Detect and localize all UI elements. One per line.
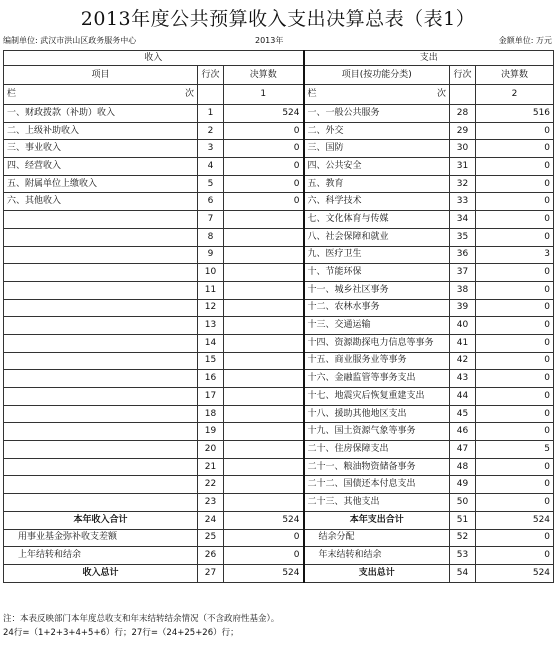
table-row	[4, 193, 554, 211]
income-amount	[224, 211, 304, 229]
expense-line-no: 47	[450, 441, 476, 459]
income-line-no: 9	[198, 246, 224, 264]
income-amount	[224, 246, 304, 264]
income-item	[4, 370, 198, 388]
summary-expense-item: 年末结转和结余	[304, 547, 450, 565]
summary-income-amount: 0	[224, 529, 304, 547]
ci-label: 次	[184, 89, 194, 99]
income-amount: 0	[224, 158, 304, 176]
table-row	[4, 494, 554, 512]
expense-line-no: 35	[450, 228, 476, 246]
income-line-no: 15	[198, 352, 224, 370]
income-line-no: 16	[198, 370, 224, 388]
income-amount	[224, 423, 304, 441]
expense-item-header: 项目(按功能分类)	[304, 66, 450, 85]
expense-line-no: 38	[450, 281, 476, 299]
expense-item: 七、文化体育与传媒	[304, 211, 450, 229]
expense-amount: 0	[476, 423, 554, 441]
compiling-unit: 编制单位: 武汉市洪山区政务服务中心	[3, 36, 137, 45]
expense-line-no: 45	[450, 405, 476, 423]
summary-income-amount: 0	[224, 547, 304, 565]
income-item-header: 项目	[4, 66, 198, 85]
table-row	[4, 175, 554, 193]
income-line-header: 行次	[198, 66, 224, 85]
expense-line-no: 48	[450, 458, 476, 476]
table-row	[4, 405, 554, 423]
expense-item: 二十三、其他支出	[304, 494, 450, 512]
expense-line-no: 44	[450, 388, 476, 406]
empty-cell	[450, 85, 476, 105]
income-line-no: 20	[198, 441, 224, 459]
income-line-no: 11	[198, 281, 224, 299]
income-amount	[224, 388, 304, 406]
income-line-no: 3	[198, 140, 224, 158]
expense-line-no: 31	[450, 158, 476, 176]
table-row	[4, 140, 554, 158]
summary-income-item: 本年收入合计	[4, 511, 198, 529]
expense-item: 一、一般公共服务	[304, 105, 450, 123]
expense-item: 十九、国土资源气象等事务	[304, 423, 450, 441]
summary-expense-amount: 0	[476, 529, 554, 547]
expense-amount: 0	[476, 281, 554, 299]
expense-line-no: 32	[450, 175, 476, 193]
income-item	[4, 494, 198, 512]
income-line-no: 22	[198, 476, 224, 494]
empty-cell	[198, 85, 224, 105]
expense-line-no: 43	[450, 370, 476, 388]
income-line-no: 23	[198, 494, 224, 512]
expense-item: 五、教育	[304, 175, 450, 193]
income-item: 三、事业收入	[4, 140, 198, 158]
expense-item: 十二、农林水事务	[304, 299, 450, 317]
expense-lan-cell	[304, 85, 450, 105]
table-row	[4, 264, 554, 282]
income-item: 二、上级补助收入	[4, 122, 198, 140]
table-row	[4, 105, 554, 123]
summary-expense-item: 支出总计	[304, 564, 450, 582]
summary-expense-line-no: 54	[450, 564, 476, 582]
expense-amount: 0	[476, 494, 554, 512]
section-header-row	[4, 51, 554, 66]
table-row	[4, 228, 554, 246]
expense-amount: 0	[476, 458, 554, 476]
expense-amount: 3	[476, 246, 554, 264]
expense-line-no: 42	[450, 352, 476, 370]
expense-amount: 0	[476, 264, 554, 282]
summary-expense-amount: 0	[476, 547, 554, 565]
expense-item: 十一、城乡社区事务	[304, 281, 450, 299]
income-item	[4, 476, 198, 494]
expense-line-no: 37	[450, 264, 476, 282]
expense-amount: 0	[476, 352, 554, 370]
income-line-no: 1	[198, 105, 224, 123]
table-row	[4, 441, 554, 459]
expense-column-index: 2	[476, 85, 554, 105]
summary-expense-line-no: 52	[450, 529, 476, 547]
expense-section-header: 支出	[304, 51, 554, 66]
summary-row	[4, 511, 554, 529]
expense-item: 十六、金融监管等事务支出	[304, 370, 450, 388]
table-row	[4, 299, 554, 317]
summary-income-line-no: 24	[198, 511, 224, 529]
expense-line-no: 34	[450, 211, 476, 229]
expense-amount: 0	[476, 317, 554, 335]
summary-expense-amount: 524	[476, 511, 554, 529]
income-lan-cell	[4, 85, 198, 105]
budget-table-body	[4, 51, 554, 583]
ci-label: 次	[437, 89, 447, 99]
income-item	[4, 281, 198, 299]
expense-item: 二十二、国债还本付息支出	[304, 476, 450, 494]
lan-label: 栏	[307, 89, 317, 99]
income-line-no: 13	[198, 317, 224, 335]
table-row	[4, 370, 554, 388]
income-item: 五、附属单位上缴收入	[4, 175, 198, 193]
expense-item: 十八、援助其他地区支出	[304, 405, 450, 423]
income-line-no: 6	[198, 193, 224, 211]
income-line-no: 2	[198, 122, 224, 140]
income-item	[4, 211, 198, 229]
expense-line-no: 36	[450, 246, 476, 264]
income-line-no: 14	[198, 334, 224, 352]
summary-income-line-no: 26	[198, 547, 224, 565]
income-item	[4, 317, 198, 335]
income-amount	[224, 494, 304, 512]
lan-label: 栏	[7, 89, 17, 99]
expense-item: 十七、地震灾后恢复重建支出	[304, 388, 450, 406]
expense-amount: 0	[476, 405, 554, 423]
summary-row	[4, 529, 554, 547]
expense-amount: 0	[476, 140, 554, 158]
expense-line-no: 30	[450, 140, 476, 158]
table-row	[4, 122, 554, 140]
expense-line-no: 39	[450, 299, 476, 317]
income-section-header: 收入	[4, 51, 304, 66]
column-index-row	[4, 85, 554, 105]
expense-amount-header: 决算数	[476, 66, 554, 85]
expense-amount: 0	[476, 122, 554, 140]
income-amount-header: 决算数	[224, 66, 304, 85]
income-amount	[224, 352, 304, 370]
expense-amount: 0	[476, 370, 554, 388]
income-item: 四、经营收入	[4, 158, 198, 176]
expense-item: 十五、商业服务业等事务	[304, 352, 450, 370]
summary-row	[4, 547, 554, 565]
expense-item: 二十一、粮油物资储备事务	[304, 458, 450, 476]
income-amount	[224, 264, 304, 282]
expense-item: 四、公共安全	[304, 158, 450, 176]
summary-income-line-no: 27	[198, 564, 224, 582]
income-amount	[224, 405, 304, 423]
summary-income-amount: 524	[224, 511, 304, 529]
expense-amount: 0	[476, 158, 554, 176]
income-line-no: 12	[198, 299, 224, 317]
table-row	[4, 423, 554, 441]
income-line-no: 17	[198, 388, 224, 406]
expense-line-no: 46	[450, 423, 476, 441]
expense-amount: 0	[476, 299, 554, 317]
expense-item: 六、科学技术	[304, 193, 450, 211]
expense-amount: 0	[476, 388, 554, 406]
report-title: 2013年度公共预算收入支出决算总表（表1）	[80, 8, 476, 30]
income-amount: 0	[224, 193, 304, 211]
income-item	[4, 334, 198, 352]
summary-income-item: 收入总计	[4, 564, 198, 582]
expense-amount: 0	[476, 193, 554, 211]
budget-table	[3, 50, 554, 583]
expense-item: 八、社会保障和就业	[304, 228, 450, 246]
income-amount	[224, 299, 304, 317]
table-row	[4, 211, 554, 229]
money-unit: 金额单位: 万元	[498, 36, 552, 45]
expense-line-no: 50	[450, 494, 476, 512]
expense-amount: 0	[476, 476, 554, 494]
income-amount	[224, 334, 304, 352]
table-row	[4, 388, 554, 406]
expense-line-no: 29	[450, 122, 476, 140]
summary-expense-item: 结余分配	[304, 529, 450, 547]
income-line-no: 5	[198, 175, 224, 193]
income-item	[4, 246, 198, 264]
expense-line-no: 49	[450, 476, 476, 494]
summary-income-item: 上年结转和结余	[4, 547, 198, 565]
income-amount: 0	[224, 122, 304, 140]
expense-line-no: 40	[450, 317, 476, 335]
income-amount	[224, 228, 304, 246]
summary-expense-item: 本年支出合计	[304, 511, 450, 529]
expense-amount: 5	[476, 441, 554, 459]
summary-income-line-no: 25	[198, 529, 224, 547]
table-row	[4, 281, 554, 299]
summary-income-amount: 524	[224, 564, 304, 582]
expense-item: 二、外交	[304, 122, 450, 140]
expense-line-no: 41	[450, 334, 476, 352]
expense-item: 十四、资源勘探电力信息等事务	[304, 334, 450, 352]
income-amount	[224, 458, 304, 476]
income-item	[4, 441, 198, 459]
report-year: 2013年	[255, 36, 284, 45]
expense-line-no: 33	[450, 193, 476, 211]
income-item	[4, 423, 198, 441]
expense-item: 二十、住房保障支出	[304, 441, 450, 459]
expense-line-no: 28	[450, 105, 476, 123]
income-line-no: 18	[198, 405, 224, 423]
income-amount	[224, 370, 304, 388]
income-item	[4, 458, 198, 476]
note-line: 注：本表反映部门本年度总收支和年末结转结余情况（不含政府性基金）。	[3, 614, 280, 624]
notes	[3, 612, 279, 640]
expense-amount: 0	[476, 175, 554, 193]
column-header-row	[4, 66, 554, 85]
table-row	[4, 158, 554, 176]
income-column-index: 1	[224, 85, 304, 105]
income-amount: 0	[224, 140, 304, 158]
table-row	[4, 317, 554, 335]
expense-item: 十、节能环保	[304, 264, 450, 282]
summary-row	[4, 564, 554, 582]
income-amount	[224, 317, 304, 335]
summary-expense-line-no: 53	[450, 547, 476, 565]
income-line-no: 21	[198, 458, 224, 476]
expense-amount: 0	[476, 211, 554, 229]
income-item: 一、财政拨款（补助）收入	[4, 105, 198, 123]
expense-line-header: 行次	[450, 66, 476, 85]
expense-amount: 0	[476, 228, 554, 246]
expense-amount: 516	[476, 105, 554, 123]
income-line-no: 4	[198, 158, 224, 176]
table-row	[4, 352, 554, 370]
table-row	[4, 476, 554, 494]
income-amount: 0	[224, 175, 304, 193]
expense-amount: 0	[476, 334, 554, 352]
expense-item: 九、医疗卫生	[304, 246, 450, 264]
expense-item: 十三、交通运输	[304, 317, 450, 335]
income-line-no: 10	[198, 264, 224, 282]
income-amount: 524	[224, 105, 304, 123]
income-amount	[224, 476, 304, 494]
income-amount	[224, 281, 304, 299]
table-row	[4, 334, 554, 352]
income-item: 六、其他收入	[4, 193, 198, 211]
income-item	[4, 264, 198, 282]
income-line-no: 8	[198, 228, 224, 246]
income-item	[4, 228, 198, 246]
income-line-no: 7	[198, 211, 224, 229]
summary-income-item: 用事业基金弥补收支差额	[4, 529, 198, 547]
income-item	[4, 352, 198, 370]
expense-item: 三、国防	[304, 140, 450, 158]
note-line: 24行=（1+2+3+4+5+6）行；27行=（24+25+26）行；	[3, 628, 239, 638]
income-amount	[224, 441, 304, 459]
income-item	[4, 388, 198, 406]
income-item	[4, 405, 198, 423]
table-row	[4, 458, 554, 476]
table-row	[4, 246, 554, 264]
income-line-no: 19	[198, 423, 224, 441]
summary-expense-amount: 524	[476, 564, 554, 582]
income-item	[4, 299, 198, 317]
summary-expense-line-no: 51	[450, 511, 476, 529]
